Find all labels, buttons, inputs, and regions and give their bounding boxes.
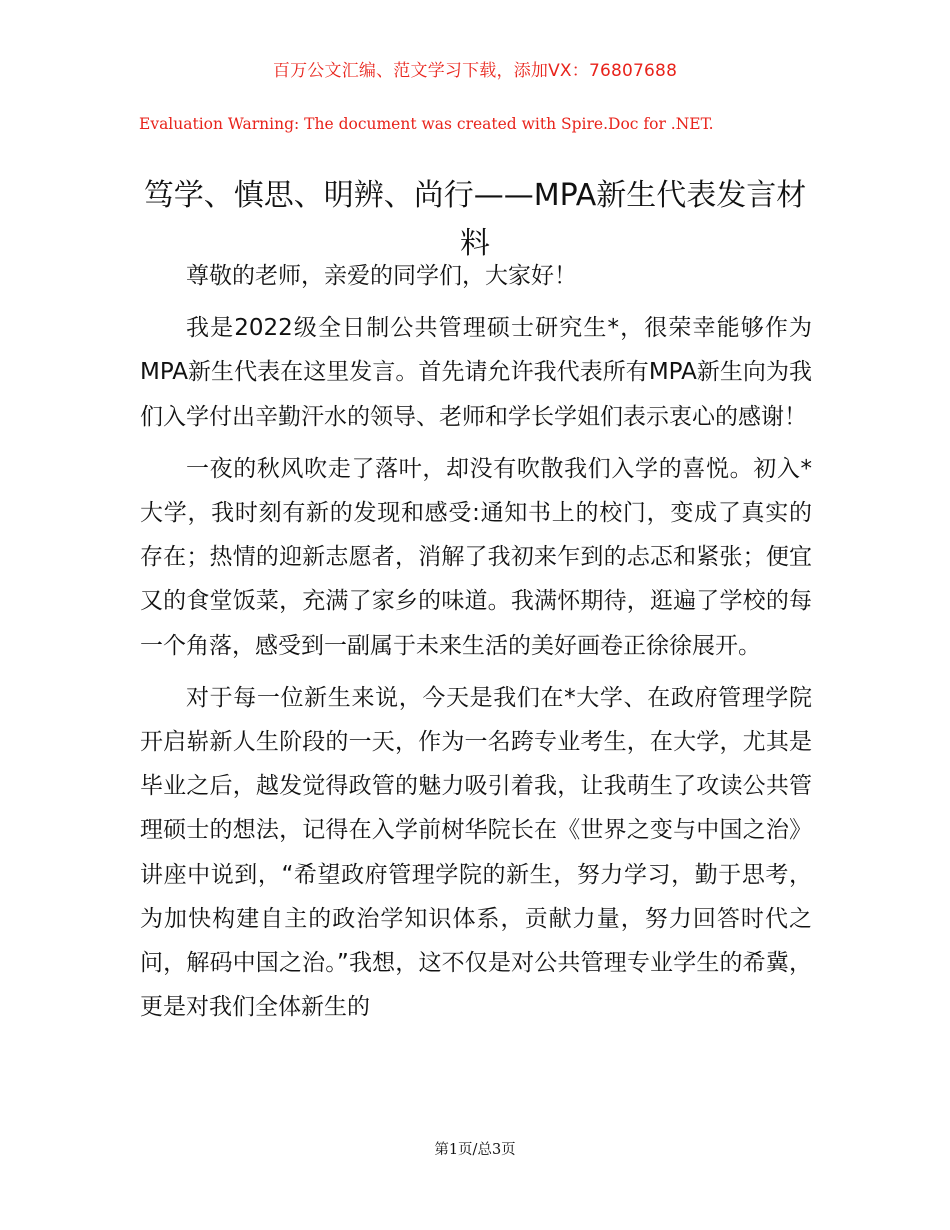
paragraph-greeting: 尊敬的老师，亲爱的同学们，大家好！	[186, 263, 577, 289]
document-title: 笃学、慎思、明辨、尚行——MPA新生代表发言材料	[143, 178, 807, 262]
page-number: 第1页/总3页	[434, 1142, 516, 1158]
paragraph-introduction: 我是2022级全日制公共管理硕士研究生*，很荣幸能够作为MPA新生代表在这里发言。首先请允许我代表所有MPA新生向为我们入学付出辛勤汗水的领导、老师和学长学姐们表示衷心的感谢！	[140, 315, 812, 430]
evaluation-warning: Evaluation Warning: The document was created with Spire.Doc for .NET.	[139, 115, 714, 133]
paragraph-first-impressions: 一夜的秋风吹走了落叶，却没有吹散我们入学的喜悦。初入*大学，我时刻有新的发现和感受:通知书上的校门，变成了真实的存在；热情的迎新志愿者，消解了我初来乍到的忐忑和紧张；便宜又的食堂饭菜，充满了家乡的味道。我满怀期待，逛遍了学校的每一个角落，感受到一副属于未来生活的美好画卷正徐徐展开。	[140, 455, 812, 659]
paragraph-new-stage: 对于每一位新生来说，今天是我们在*大学、在政府管理学院开启崭新人生阶段的一天，作为一名跨专业考生，在大学，尤其是毕业之后，越发觉得政管的魅力吸引着我，让我萌生了攻读公共管理硕士的想法，记得在入学前树华院长在《世界之变与中国之治》讲座中说到，“希望政府管理学院的新生，努力学习，勤于思考，为加快构建自主的政治学知识体系，贡献力量，努力回答时代之问，解码中国之治。”我想，这不仅是对公共管理专业学生的希冀，更是对我们全体新生的	[140, 684, 812, 1021]
document-body	[140, 254, 812, 1037]
promo-header: 百万公文汇编、范文学习下载，添加VX：76807688	[272, 61, 678, 81]
